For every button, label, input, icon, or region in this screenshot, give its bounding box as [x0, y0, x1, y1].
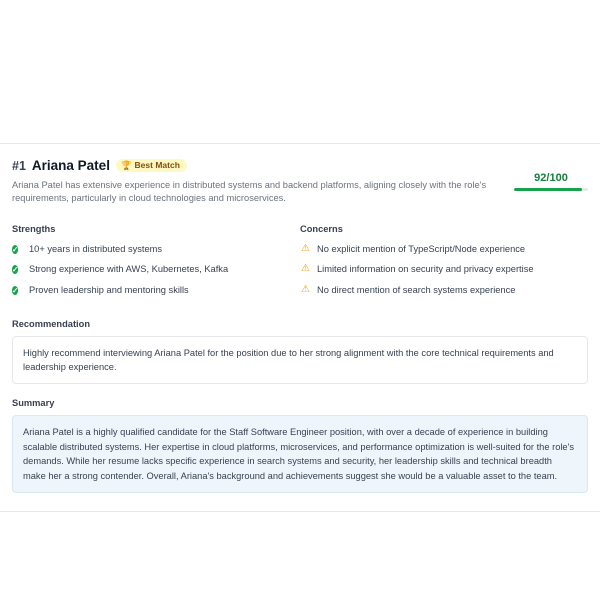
summary-section — [12, 398, 588, 493]
card-header — [12, 158, 588, 206]
check-icon: ✓ — [12, 265, 19, 275]
list-item — [300, 243, 574, 256]
list-item-label: Limited information on security and privacy expertise — [317, 264, 534, 275]
score-value: 92/100 — [534, 172, 568, 184]
trophy-icon: 🏆 — [120, 160, 132, 171]
summary-text: Ariana Patel is a highly qualified candidate for the Staff Software Engineer position, with over a decade of experience in building scalable distributed systems. Her expertise in cloud platforms, microservices, and performance optimization is well-suited for the role's demands. While her resume lacks specific experience in search systems and security, her leadership skills and technical breadth make her a strong contender. Overall, Ariana's background and achievements suggest she would be a valuable asset to the team. — [12, 415, 588, 493]
list-item — [300, 263, 574, 276]
list-item-label: Strong experience with AWS, Kubernetes, Kafka — [29, 264, 229, 275]
candidate-headline: Ariana Patel has extensive experience in distributed systems and backend platforms, aligning closely with the role's requirements, particularly in cloud technologies and microservices. — [12, 180, 487, 204]
score-bar-track — [514, 188, 588, 191]
score-display — [514, 158, 588, 191]
warning-icon: ⚠ — [301, 242, 310, 254]
score-bar-fill — [514, 188, 582, 191]
check-icon: ✓ — [12, 244, 19, 254]
concerns-column — [300, 224, 588, 305]
list-item — [12, 284, 286, 297]
warning-icon: ⚠ — [301, 263, 310, 275]
candidate-name: Ariana Patel — [31, 158, 110, 173]
list-item-label: 10+ years in distributed systems — [29, 243, 163, 254]
strengths-concerns-columns — [12, 224, 588, 305]
list-item — [300, 284, 574, 297]
candidate-evaluation-card — [0, 143, 600, 512]
summary-heading: Summary — [12, 398, 55, 409]
candidate-rank: #1 — [12, 158, 26, 173]
recommendation-text: Highly recommend interviewing Ariana Patel for the position due to her strong alignment with the core technical requirements and leadership experience. — [12, 336, 588, 385]
list-item-label: No direct mention of search systems experience — [317, 285, 516, 296]
warning-icon: ⚠ — [301, 284, 310, 296]
status-badge — [116, 159, 187, 172]
status-badge-label: Best Match — [134, 160, 180, 171]
recommendation-heading: Recommendation — [12, 318, 91, 329]
strengths-heading: Strengths — [12, 223, 56, 234]
list-item — [12, 263, 286, 276]
card-header-left — [12, 158, 514, 206]
strengths-column — [12, 224, 300, 305]
list-item — [12, 243, 286, 256]
candidate-title-line — [12, 158, 502, 173]
concerns-heading: Concerns — [300, 223, 343, 234]
list-item-label: Proven leadership and mentoring skills — [29, 285, 189, 296]
check-icon: ✓ — [12, 286, 19, 296]
recommendation-section — [12, 319, 588, 385]
list-item-label: No explicit mention of TypeScript/Node experience — [317, 243, 526, 254]
